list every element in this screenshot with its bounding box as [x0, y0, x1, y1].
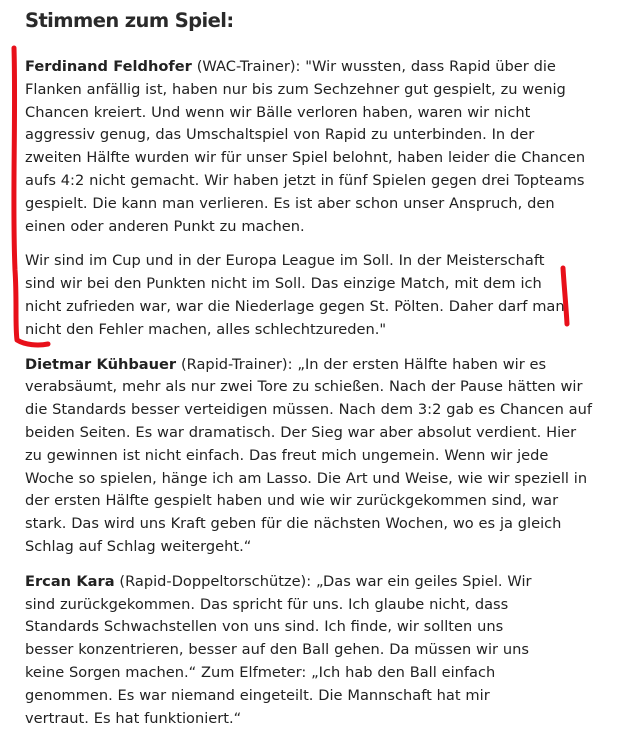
quote-feldhofer-part2: [25, 250, 565, 341]
quote-text: Wir sind im Cup und in der Europa League im Soll. In der Meisterschaft sind wir bei den Punkten nicht im Soll. Das einzige Match, mit dem ich nicht zufrieden war, war die Niederlage gegen St. Pölten. Daher darf man nicht den Fehler machen, alles schlechtzureden.": [25, 252, 565, 338]
quote-text: (Rapid-Trainer): „In der ersten Hälfte haben wir es verabsäumt, mehr als nur zwei Tore zu schießen. Nach der Pause hätten wir die Standards besser verteidigen müssen. Nach dem 3:2 gab es Chancen auf beiden Seiten. Es war dramatisch. Der Sieg war aber absolut verdient. Hier zu gewinnen ist nicht einfach. Das freut mich ungemein. Wenn wir jede Woche so spielen, hänge ich am Lasso. Die Art und Weise, wie wir speziell in der ersten Hälfte gespielt haben und wie wir zurückgekommen sind, war stark. Das wird uns Kraft geben für die nächsten Wochen, wo es ja gleich Schlag auf Schlag weitergeht.“: [25, 355, 593, 555]
quote-kuehbauer: [25, 354, 593, 559]
article: [25, 6, 625, 742]
speaker-name: Dietmar Kühbauer: [25, 355, 177, 373]
quote-feldhofer-part1: [25, 56, 591, 238]
speaker-name: Ferdinand Feldhofer: [25, 58, 192, 75]
quote-text: (WAC-Trainer): "Wir wussten, dass Rapid über die Flanken anfällig ist, haben nur bis zum Sechzehner gut gespielt, zu wenig Chancen kreiert. Und wenn wir Bälle verloren haben, waren wir nicht aggressiv genug, das Umschaltspiel von Rapid zu unterbinden. In der zweiten Hälfte wurden wir für unser Spiel belohnt, haben leider die Chancen aufs 4:2 nicht gemacht. Wir haben jetzt in fünf Spielen gegen drei Topteams gespielt. Die kann man verlieren. Es ist aber schon unser Anspruch, den einen oder anderen Punkt zu machen.: [25, 58, 586, 235]
quote-kara: [25, 571, 555, 731]
speaker-name: Ercan Kara: [25, 572, 115, 590]
quote-text: (Rapid-Doppeltorschütze): „Das war ein geiles Spiel. Wir sind zurückgekommen. Das spricht für uns. Ich glaube nicht, dass Standards Schwachstellen von uns sind. Ich finde, wir sollten uns besser konzentrieren, besser auf den Ball gehen. Da müssen wir uns keine Sorgen machen.“ Zum Elfmeter: „Ich hab den Ball einfach genommen. Es war niemand eingeteilt. Die Mannschaft hat mir vertraut. Es hat funktioniert.“: [25, 572, 532, 727]
section-heading: Stimmen zum Spiel:: [25, 9, 234, 32]
